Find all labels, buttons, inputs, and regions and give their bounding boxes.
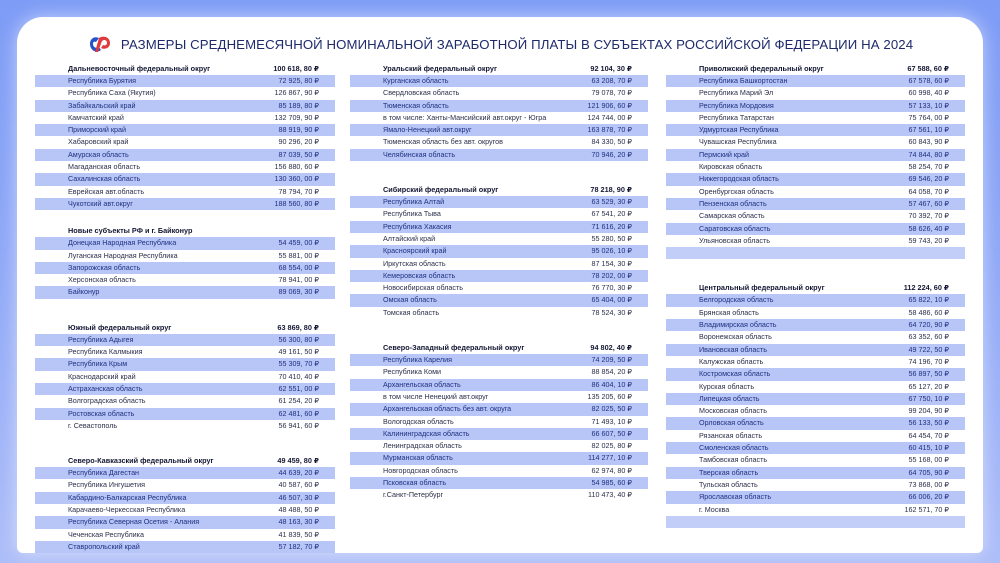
page-title: РАЗМЕРЫ СРЕДНЕМЕСЯЧНОЙ НОМИНАЛЬНОЙ ЗАРАБОТНОЙ ПЛАТЫ В СУБЪЕКТАХ РОССИЙСКОЙ ФЕДЕРАЦИИ НА 2024 xyxy=(120,36,914,52)
table-row: Ульяновская область 59 743, 20 ₽ xyxy=(699,235,949,245)
table-row: Краснодарский край 70 410, 40 ₽ xyxy=(68,371,319,381)
table-row: Республика Северная Осетия - Алания 48 163, 30 ₽ xyxy=(35,516,335,528)
table-row: Московская область 99 204, 90 ₽ xyxy=(699,406,949,416)
table-row: Костромская область 56 897, 50 ₽ xyxy=(666,368,965,380)
table-row: Свердловская область 79 078, 70 ₽ xyxy=(383,88,632,98)
table-row: Мурманская область 114 277, 10 ₽ xyxy=(350,452,648,464)
table-row: Астраханская область 62 551, 00 ₽ xyxy=(35,383,335,395)
table-row: Кировская область 58 254, 70 ₽ xyxy=(699,162,949,172)
table-row: Самарская область 70 392, 70 ₽ xyxy=(699,211,949,221)
district-far-east xyxy=(35,62,335,210)
table-row: Республика Ингушетия 40 587, 60 ₽ xyxy=(68,480,319,490)
column-2 xyxy=(350,62,648,502)
district-header: Новые субъекты РФ и г. Байконур xyxy=(68,226,193,236)
table-row: Республика Калмыкия 49 161, 50 ₽ xyxy=(68,347,319,357)
table-row: Красноярский край 95 026, 10 ₽ xyxy=(350,245,648,257)
table-row: Калининградская область 66 607, 50 ₽ xyxy=(350,428,648,440)
table-row: в том числе: Ханты-Мансийский авт.округ - Югра 124 744, 00 ₽ xyxy=(383,112,632,122)
table-row: Липецкая область 67 750, 10 ₽ xyxy=(666,393,965,405)
table-row: Новгородская область 62 974, 80 ₽ xyxy=(383,465,632,475)
table-row: Республика Адыгея 56 300, 80 ₽ xyxy=(35,334,335,346)
table-row: Курганская область 63 208, 70 ₽ xyxy=(350,75,648,87)
table-row: Запорожская область 68 554, 00 ₽ xyxy=(35,262,335,274)
table-row: Чувашская Республика 60 843, 90 ₽ xyxy=(699,137,949,147)
table-row: Оренбургская область 64 058, 70 ₽ xyxy=(699,186,949,196)
district-south xyxy=(35,321,335,432)
table-row: Ивановская область 49 722, 50 ₽ xyxy=(666,344,965,356)
column-1 xyxy=(35,62,335,553)
table-row: Байконур 89 069, 30 ₽ xyxy=(35,286,335,298)
district-header: Северо-Западный федеральный округ 94 802, 40 ₽ xyxy=(383,343,632,353)
table-row: Владимирская область 64 720, 90 ₽ xyxy=(666,319,965,331)
table-row-empty xyxy=(666,247,965,259)
table-row: Камчатский край 132 709, 90 ₽ xyxy=(68,112,319,122)
table-row: Тамбовская область 55 168, 00 ₽ xyxy=(699,455,949,465)
district-header: Южный федеральный округ 63 869, 80 ₽ xyxy=(68,322,319,332)
table-row: Республика Дагестан 44 639, 20 ₽ xyxy=(35,467,335,479)
table-row: Херсонская область 78 941, 00 ₽ xyxy=(68,275,319,285)
table-row: Тюменская область 121 906, 60 ₽ xyxy=(350,100,648,112)
table-row: Рязанская область 64 454, 70 ₽ xyxy=(699,430,949,440)
table-row: Брянская область 58 486, 60 ₽ xyxy=(699,307,949,317)
table-row: Орловская область 56 133, 50 ₽ xyxy=(666,417,965,429)
table-row: Карачаево-Черкесская Республика 48 488, 50 ₽ xyxy=(68,505,319,515)
column-3 xyxy=(666,62,965,528)
district-header: Приволжский федеральный округ 67 588, 60 ₽ xyxy=(699,64,949,73)
table-row: Республика Хакасия 71 616, 20 ₽ xyxy=(350,221,648,233)
table-row: Удмуртская Республика 67 561, 10 ₽ xyxy=(666,124,965,136)
table-row: Республика Башкортостан 67 578, 60 ₽ xyxy=(666,75,965,87)
table-row: Ямало-Ненецкий авт.округ 163 878, 70 ₽ xyxy=(350,124,648,136)
table-row: Ставропольский край 57 182, 70 ₽ xyxy=(35,541,335,553)
table-row: Хабаровский край 90 296, 20 ₽ xyxy=(68,137,319,147)
table-row: Архангельская область 86 404, 10 ₽ xyxy=(350,379,648,391)
infographic-card xyxy=(17,17,983,553)
table-row: Донецкая Народная Республика 54 459, 00 ₽ xyxy=(35,237,335,249)
table-row: Республика Мордовия 57 133, 10 ₽ xyxy=(666,100,965,112)
table-row: Нижегородская область 69 546, 20 ₽ xyxy=(666,173,965,185)
table-row: Сахалинская область 130 360, 00 ₽ xyxy=(35,173,335,185)
table-row: Новосибирская область 76 770, 30 ₽ xyxy=(383,283,632,293)
district-header: Дальневосточный федеральный округ 100 618, 80 ₽ xyxy=(68,64,319,73)
table-row: Ростовская область 62 481, 60 ₽ xyxy=(35,408,335,420)
table-row: Республика Алтай 63 529, 30 ₽ xyxy=(350,196,648,208)
table-row: Псковская область 54 985, 60 ₽ xyxy=(350,477,648,489)
district-header: Сибирский федеральный округ 78 218, 90 ₽ xyxy=(383,185,632,195)
table-row: г. Москва 162 571, 70 ₽ xyxy=(699,504,949,514)
table-row: Республика Крым 55 309, 70 ₽ xyxy=(35,358,335,370)
table-row: Амурская область 87 039, 50 ₽ xyxy=(35,149,335,161)
district-central xyxy=(666,281,965,528)
table-row: Курская область 65 127, 20 ₽ xyxy=(699,381,949,391)
table-row: Алтайский край 55 280, 50 ₽ xyxy=(383,233,632,243)
table-row: Луганская Народная Республика 55 881, 00 ₽ xyxy=(68,250,319,260)
district-siberia xyxy=(350,183,648,319)
table-row: Калужская область 74 196, 70 ₽ xyxy=(699,356,949,366)
table-row: Республика Карелия 74 209, 50 ₽ xyxy=(350,354,648,366)
table-row: Республика Марий Эл 60 998, 40 ₽ xyxy=(699,88,949,98)
table-row: Ярославская область 66 006, 20 ₽ xyxy=(666,491,965,503)
table-row: Республика Тыва 67 541, 20 ₽ xyxy=(383,209,632,219)
table-row-empty xyxy=(666,516,965,528)
table-row: Ленинградская область 82 025, 80 ₽ xyxy=(383,441,632,451)
table-row: Республика Бурятия 72 925, 80 ₽ xyxy=(35,75,335,87)
district-volga xyxy=(666,62,965,259)
table-row: Тверская область 64 705, 90 ₽ xyxy=(666,467,965,479)
table-row: Тюменская область без авт. округов 84 330, 50 ₽ xyxy=(383,137,632,147)
table-row: г.Санкт-Петербург 110 473, 40 ₽ xyxy=(383,490,632,500)
table-row: Республика Татарстан 75 764, 00 ₽ xyxy=(699,112,949,122)
table-row: Республика Саха (Якутия) 126 867, 90 ₽ xyxy=(68,88,319,98)
table-row: Челябинская область 70 946, 20 ₽ xyxy=(350,149,648,161)
table-row: Архангельская область без авт. округа 82 025, 50 ₽ xyxy=(350,403,648,415)
page-header xyxy=(17,33,983,55)
table-row: Волгоградская область 61 254, 20 ₽ xyxy=(68,396,319,406)
table-row: Воронежская область 63 352, 60 ₽ xyxy=(699,332,949,342)
table-row: Пензенская область 57 467, 60 ₽ xyxy=(666,198,965,210)
table-row: Иркутская область 87 154, 30 ₽ xyxy=(383,258,632,268)
table-row: Чукотский авт.округ 188 560, 80 ₽ xyxy=(35,198,335,210)
table-row: Забайкальский край 85 189, 80 ₽ xyxy=(35,100,335,112)
district-ural xyxy=(350,62,648,161)
table-row: Кабардино-Балкарская Республика 46 507, 30 ₽ xyxy=(35,492,335,504)
district-north-west xyxy=(350,341,648,502)
table-row: Тульская область 73 868, 00 ₽ xyxy=(699,479,949,489)
table-row: Приморский край 88 919, 90 ₽ xyxy=(35,124,335,136)
table-row: Республика Коми 88 854, 20 ₽ xyxy=(383,367,632,377)
table-row: Кемеровская область 78 202, 00 ₽ xyxy=(350,270,648,282)
table-row: Вологодская область 71 493, 10 ₽ xyxy=(383,416,632,426)
sfr-logo-icon xyxy=(87,34,113,54)
table-row: Пермский край 74 844, 80 ₽ xyxy=(666,149,965,161)
district-header: Северо-Кавказский федеральный округ 49 459, 80 ₽ xyxy=(68,456,319,466)
table-row: Томская область 78 524, 30 ₽ xyxy=(383,307,632,317)
district-header: Уральский федеральный округ 92 104, 30 ₽ xyxy=(383,64,632,73)
table-row: Смоленская область 60 415, 10 ₽ xyxy=(666,442,965,454)
table-row: Магаданская область 156 880, 60 ₽ xyxy=(68,162,319,172)
table-row: Еврейская авт.область 78 794, 70 ₽ xyxy=(68,186,319,196)
district-north-caucasus xyxy=(35,454,335,553)
table-row: в том числе Ненецкий авт.округ 135 205, 60 ₽ xyxy=(383,391,632,401)
table-row: Белгородская область 65 822, 10 ₽ xyxy=(666,294,965,306)
district-header: Центральный федеральный округ 112 224, 60 ₽ xyxy=(699,283,949,293)
table-row: Саратовская область 58 626, 40 ₽ xyxy=(666,223,965,235)
table-row: Чеченская Республика 41 839, 50 ₽ xyxy=(68,529,319,539)
table-row: г. Севастополь 56 941, 60 ₽ xyxy=(68,420,319,430)
district-new-subjects xyxy=(35,224,335,298)
table-row: Омская область 65 404, 00 ₽ xyxy=(350,294,648,306)
